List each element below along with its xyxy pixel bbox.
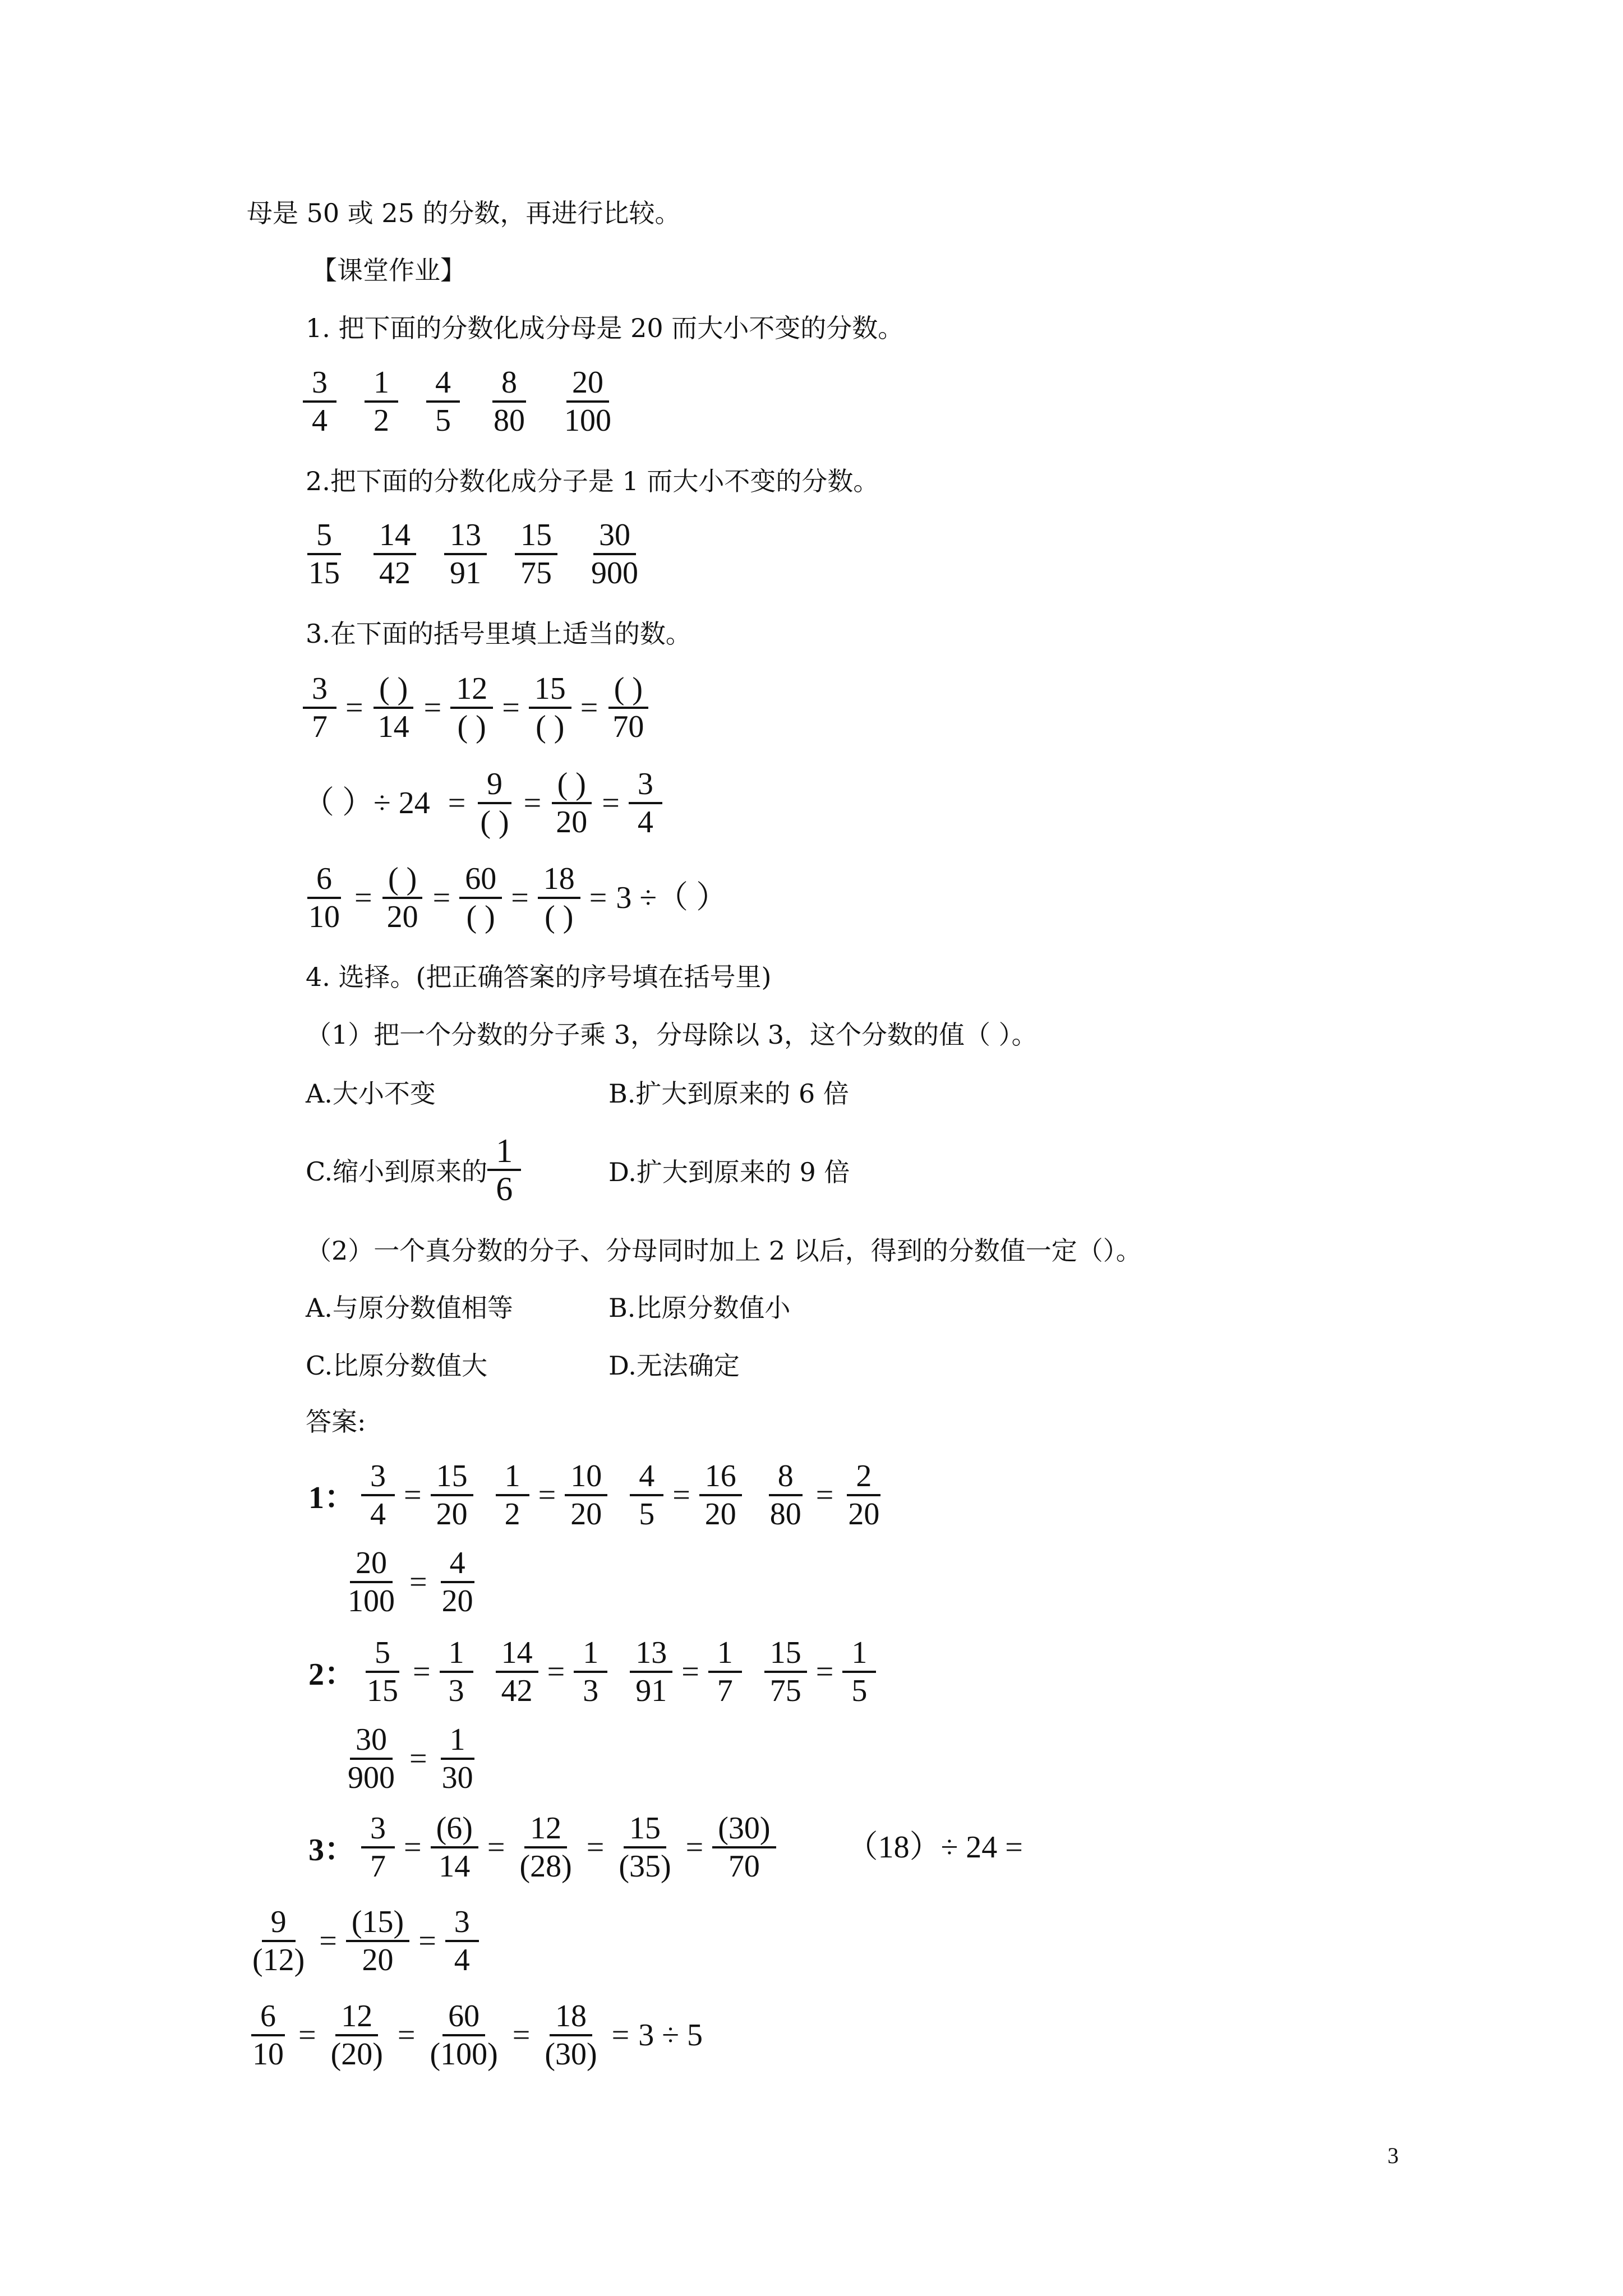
fraction-numerator: 6: [307, 861, 341, 899]
math-operator: =: [423, 690, 442, 725]
math-operator: =: [448, 786, 466, 820]
math-operator: =: [611, 2018, 630, 2053]
answer1-row1: [308, 1458, 885, 1532]
fraction: [842, 1635, 876, 1709]
fraction: [303, 671, 336, 745]
fraction-denominator: 7: [312, 709, 328, 744]
q4-sub2-option-d: D.无法确定: [608, 1350, 740, 1381]
fraction-numerator: 1: [440, 1635, 473, 1673]
math-operator: （18）÷ 24 =: [846, 1830, 1023, 1865]
answer-label: 2：: [308, 1657, 356, 1692]
math-operator: =: [397, 2018, 416, 2053]
math-operator: 3 ÷（ ）: [616, 880, 728, 915]
q3-row3: [303, 861, 736, 935]
fraction: [436, 1545, 479, 1619]
q4-sub2-option-b: B.比原分数值小: [608, 1293, 791, 1323]
fraction-numerator: 14: [374, 517, 416, 555]
fraction: [372, 671, 415, 745]
answer2-row1: [308, 1635, 876, 1709]
fraction: [842, 1458, 885, 1532]
fraction-numerator: 15: [529, 671, 571, 709]
fraction: [303, 365, 336, 439]
fraction-denominator: 3: [448, 1673, 464, 1708]
fraction: [459, 861, 502, 935]
fraction-denominator: 3: [583, 1673, 599, 1708]
fraction-denominator: 70: [728, 1849, 760, 1884]
q3-prompt: 3.在下面的括号里填上适当的数。: [306, 619, 691, 649]
fraction-numerator: ( ): [552, 766, 592, 804]
fraction-numerator: 5: [307, 517, 341, 555]
answers-heading: 答案:: [306, 1407, 366, 1437]
fraction: [436, 1722, 479, 1796]
fraction-numerator: 30: [593, 517, 636, 555]
fraction-numerator: 1: [365, 365, 398, 403]
fraction-numerator: 12: [335, 1998, 378, 2036]
fraction: [445, 1904, 479, 1978]
fraction: [381, 861, 424, 935]
q4-sub1-option-c: C.缩小到原来的 $\frac{1}{6}$: [306, 1133, 521, 1207]
math-operator: =: [602, 786, 620, 820]
fraction: [303, 861, 345, 935]
fraction: [361, 1810, 395, 1884]
q2-fractions: [303, 517, 644, 591]
fraction: [630, 1458, 663, 1532]
fraction-denominator: 20: [556, 805, 588, 840]
fraction-denominator: 80: [494, 403, 525, 438]
math-operator: =: [409, 1741, 427, 1776]
q4-sub1-option-d: D.扩大到原来的 9 倍: [608, 1157, 850, 1187]
fraction-denominator: 75: [520, 556, 552, 591]
math-operator: （ ）÷ 24: [303, 786, 430, 820]
fraction-numerator: 60: [459, 861, 502, 899]
fraction-denominator: 15: [308, 556, 340, 591]
fraction-denominator: 70: [612, 709, 644, 744]
math-operator: 3 ÷ 5: [638, 2018, 703, 2053]
fraction-numerator: 4: [630, 1458, 663, 1496]
fraction-numerator: 18: [550, 1998, 592, 2036]
answer-label: 1：: [308, 1481, 356, 1515]
q1-fractions: [303, 365, 617, 439]
math-operator: =: [418, 1924, 436, 1958]
fraction-denominator: 20: [436, 1497, 468, 1532]
fraction-numerator: 3: [361, 1458, 395, 1496]
fraction-numerator: 1: [496, 1132, 513, 1169]
math-operator: =: [319, 1924, 337, 1958]
fraction-denominator: 75: [769, 1673, 801, 1708]
fraction-numerator: 13: [444, 517, 487, 555]
answer1-row2: [342, 1545, 479, 1619]
fraction-denominator: (12): [252, 1943, 305, 1977]
fraction-denominator: 100: [564, 403, 611, 438]
q4-sub1-option-b: B.扩大到原来的 6 倍: [608, 1078, 849, 1109]
fraction-numerator: 1: [496, 1458, 529, 1496]
fraction: [361, 1458, 395, 1532]
fraction-denominator: 42: [379, 556, 411, 591]
fraction-numerator: 3: [629, 766, 662, 804]
fraction-denominator: 2: [504, 1497, 520, 1532]
fraction-numerator: 18: [538, 861, 580, 899]
fraction: [346, 1904, 409, 1978]
fraction: [431, 1810, 478, 1884]
fraction-denominator: 20: [848, 1497, 880, 1532]
fraction: [630, 1635, 672, 1709]
fraction: [325, 1998, 389, 2072]
fraction: [708, 1635, 742, 1709]
fraction-denominator: 2: [374, 403, 389, 438]
fraction-denominator: 5: [639, 1497, 655, 1532]
math-operator: =: [413, 1654, 431, 1689]
fraction-denominator: 6: [487, 1169, 521, 1207]
fraction-numerator: 1: [574, 1635, 607, 1673]
fraction: [764, 1458, 807, 1532]
fraction-denominator: 900: [591, 556, 638, 591]
fraction-denominator: ( ): [457, 709, 486, 744]
fraction: [712, 1810, 776, 1884]
fraction-denominator: ( ): [536, 709, 565, 744]
answer-label: 3：: [308, 1833, 356, 1868]
fraction: [574, 1635, 607, 1709]
fraction-denominator: 91: [635, 1673, 667, 1708]
fraction: [440, 1635, 473, 1709]
fraction-denominator: 5: [435, 403, 451, 438]
fraction-numerator: 16: [699, 1458, 742, 1496]
math-operator: =: [432, 880, 451, 915]
fraction-numerator: 1: [441, 1722, 474, 1760]
answer3-row2: [247, 1904, 479, 1978]
fraction: [374, 517, 416, 591]
fraction-denominator: 900: [348, 1760, 395, 1795]
fraction-numerator: ( ): [374, 671, 413, 709]
fraction: [247, 1998, 289, 2072]
fraction-numerator: 6: [251, 1998, 285, 2036]
fraction-numerator: (30): [712, 1810, 776, 1848]
fraction-numerator: 1: [842, 1635, 876, 1673]
fraction-numerator: 3: [303, 365, 336, 403]
fraction-numerator: 30: [350, 1722, 393, 1760]
fraction-numerator: 12: [450, 671, 493, 709]
fraction: [342, 1545, 400, 1619]
fraction: [426, 365, 460, 439]
math-operator: =: [589, 880, 607, 915]
answer3-row1: [308, 1810, 1032, 1884]
fraction-numerator: 60: [442, 1998, 485, 2036]
answer3-row3: [247, 1998, 712, 2072]
fraction-denominator: 30: [441, 1760, 473, 1795]
fraction-numerator: 20: [350, 1545, 393, 1583]
fraction: [565, 1458, 607, 1532]
fraction-numerator: 9: [262, 1904, 296, 1942]
fraction-denominator: 7: [717, 1673, 733, 1708]
fraction-denominator: 20: [441, 1584, 473, 1619]
fraction-denominator: 4: [312, 403, 328, 438]
fraction-numerator: 14: [496, 1635, 538, 1673]
section-heading: 【课堂作业】: [311, 255, 466, 285]
fraction-denominator: 20: [362, 1943, 394, 1977]
fraction: [514, 1810, 577, 1884]
q4-sub2-option-a: A.与原分数值相等: [306, 1293, 513, 1323]
fraction-denominator: 5: [851, 1673, 868, 1708]
fraction-denominator: (28): [519, 1849, 572, 1884]
math-operator: =: [298, 2018, 316, 2053]
fraction-numerator: 8: [769, 1458, 803, 1496]
fraction-numerator: 10: [565, 1458, 607, 1496]
fraction-numerator: (15): [346, 1904, 409, 1942]
fraction: [361, 1635, 404, 1709]
fraction: [496, 1635, 538, 1709]
math-operator: =: [487, 1830, 505, 1865]
fraction-denominator: 10: [308, 900, 340, 934]
fraction: [559, 365, 617, 439]
page-number: 3: [1387, 2143, 1399, 2168]
math-operator: =: [409, 1565, 427, 1599]
q4-prompt: 4. 选择。(把正确答案的序号填在括号里): [306, 962, 772, 992]
math-operator: =: [815, 1654, 834, 1689]
fraction-denominator: 4: [370, 1497, 386, 1532]
fraction-denominator: 15: [367, 1673, 398, 1708]
fraction-numerator: (6): [431, 1810, 478, 1848]
fraction-denominator: (35): [619, 1849, 671, 1884]
math-operator: =: [681, 1654, 699, 1689]
fraction-numerator: 3: [445, 1904, 479, 1942]
fraction: [539, 1998, 602, 2072]
fraction-denominator: (20): [330, 2037, 383, 2072]
math-operator: =: [404, 1830, 422, 1865]
math-operator: =: [580, 690, 598, 725]
fraction-denominator: 20: [386, 900, 418, 934]
fraction: [538, 861, 580, 935]
fraction-denominator: 7: [370, 1849, 386, 1884]
fraction-denominator: 91: [450, 556, 481, 591]
fraction: [613, 1810, 676, 1884]
fraction-numerator: 15: [431, 1458, 473, 1496]
fraction-numerator: 13: [630, 1635, 672, 1673]
q4-sub2-option-c: C.比原分数值大: [306, 1350, 488, 1381]
q4-sub2-stem: （2）一个真分数的分子、分母同时加上 2 以后，得到的分数值一定（）。: [306, 1235, 1142, 1266]
fraction-numerator: 5: [366, 1635, 399, 1673]
fraction-numerator: 15: [624, 1810, 666, 1848]
fraction: [629, 766, 662, 840]
q3-row1: [303, 671, 649, 745]
fraction: [487, 1133, 521, 1207]
math-operator: =: [345, 690, 363, 725]
fraction: [496, 1458, 529, 1532]
math-operator: =: [586, 1830, 605, 1865]
fraction-numerator: 9: [478, 766, 511, 804]
fraction: [488, 365, 531, 439]
fraction: [431, 1458, 473, 1532]
intro-text: 母是 50 或 25 的分数，再进行比较。: [247, 198, 681, 228]
fraction-numerator: 3: [361, 1810, 395, 1848]
math-operator: =: [512, 2018, 531, 2053]
math-operator: =: [815, 1478, 834, 1513]
fraction-denominator: (100): [430, 2037, 498, 2072]
fraction: [474, 766, 514, 840]
fraction: [365, 365, 398, 439]
math-operator: =: [538, 1478, 556, 1513]
math-operator: =: [672, 1478, 690, 1513]
math-operator: =: [404, 1478, 422, 1513]
fraction-numerator: 20: [566, 365, 609, 403]
fraction-numerator: 4: [426, 365, 460, 403]
fraction: [342, 1722, 400, 1796]
fraction-numerator: 15: [515, 517, 557, 555]
fraction: [450, 671, 493, 745]
fraction-denominator: 14: [439, 1849, 471, 1884]
fraction-denominator: 10: [252, 2037, 284, 2072]
fraction: [550, 766, 593, 840]
fraction: [515, 517, 557, 591]
math-operator: =: [511, 880, 529, 915]
fraction-denominator: 4: [454, 1943, 470, 1977]
fraction-numerator: 4: [441, 1545, 474, 1583]
fraction: [424, 1998, 503, 2072]
fraction-denominator: ( ): [545, 900, 574, 934]
fraction: [529, 671, 571, 745]
fraction-numerator: 8: [492, 365, 526, 403]
fraction-denominator: 20: [570, 1497, 602, 1532]
fraction: [303, 517, 345, 591]
answer2-row2: [342, 1722, 479, 1796]
fraction-denominator: 14: [377, 709, 409, 744]
q2-prompt: 2.把下面的分数化成分子是 1 而大小不变的分数。: [306, 466, 879, 496]
fraction-denominator: 100: [348, 1584, 395, 1619]
fraction-numerator: ( ): [608, 671, 648, 709]
fraction-numerator: 2: [847, 1458, 880, 1496]
fraction: [764, 1635, 807, 1709]
fraction-denominator: 80: [769, 1497, 801, 1532]
fraction: [444, 517, 487, 591]
math-operator: =: [547, 1654, 565, 1689]
fraction-denominator: 20: [704, 1497, 736, 1532]
math-operator: =: [502, 690, 520, 725]
fraction: [699, 1458, 742, 1532]
q1-prompt: 1. 把下面的分数化成分母是 20 而大小不变的分数。: [306, 313, 904, 343]
fraction-numerator: 3: [303, 671, 336, 709]
q4-sub1-option-a: A.大小不变: [306, 1078, 436, 1109]
fraction-denominator: ( ): [480, 805, 509, 840]
fraction-denominator: ( ): [466, 900, 495, 934]
fraction: [585, 517, 644, 591]
fraction-numerator: 1: [708, 1635, 742, 1673]
fraction-numerator: 15: [764, 1635, 807, 1673]
fraction-denominator: 42: [501, 1673, 533, 1708]
q4-sub1-stem: （1）把一个分数的分子乘 3，分母除以 3，这个分数的值（ ）。: [306, 1020, 1038, 1050]
fraction: [247, 1904, 310, 1978]
math-operator: =: [523, 786, 542, 820]
fraction: [607, 671, 649, 745]
q3-row2: [303, 766, 662, 840]
fraction-denominator: (30): [545, 2037, 597, 2072]
fraction-denominator: 4: [637, 805, 653, 840]
fraction-numerator: ( ): [382, 861, 422, 899]
fraction-numerator: 12: [524, 1810, 567, 1848]
math-operator: =: [354, 880, 372, 915]
math-operator: =: [685, 1830, 704, 1865]
